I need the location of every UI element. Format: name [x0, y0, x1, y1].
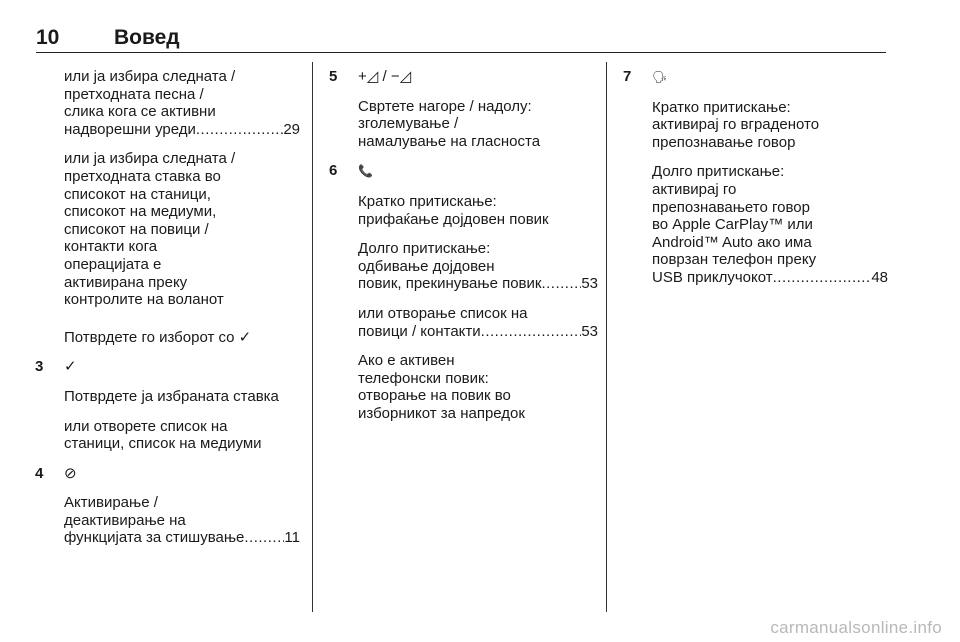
item-number: 7: [623, 68, 632, 85]
reference-text: функцијата за стишување: [64, 529, 245, 547]
item-number: 5: [329, 68, 338, 85]
text-line: контакти кога: [64, 238, 158, 256]
text-line: Долго притискање:: [358, 240, 491, 258]
column-3: [623, 68, 888, 299]
text-line: зголемување /: [358, 115, 459, 133]
page-reference: [64, 121, 300, 139]
paragraph: [64, 329, 300, 347]
text-line: Ако е активен: [358, 352, 455, 370]
text-line: изборникот за напредок: [358, 404, 525, 422]
text-line: или ја избира следната /: [64, 68, 236, 85]
column-2: [329, 68, 598, 435]
item-5: [329, 68, 598, 150]
watermark: carmanualsonline.info: [770, 618, 942, 637]
text-line: претходната песна /: [64, 85, 204, 103]
paragraph: [64, 150, 300, 308]
page-title: Вовед: [114, 26, 180, 49]
text-line: телефонски повик:: [358, 369, 489, 387]
text-line: операцијата е: [64, 255, 162, 273]
column-divider: [312, 62, 313, 612]
text-line: активирај го: [652, 180, 737, 198]
text-line: списокот на повици /: [64, 220, 209, 238]
separator-text: /: [382, 68, 387, 85]
text-line: намалување на гласноста: [358, 132, 541, 150]
page-reference: [652, 269, 888, 287]
text-line: во Apple CarPlay™ или: [652, 216, 813, 234]
reference-text: повик, прекинување повик: [358, 275, 542, 293]
mute-icon: ⊘: [64, 464, 77, 482]
text-line: поврзан телефон преку: [652, 251, 817, 269]
text-line: прифаќање дојдовен повик: [358, 210, 549, 228]
text-line: одбивање дојдовен: [358, 257, 495, 275]
phone-icon: 📞: [358, 164, 373, 179]
text-line: Кратко притискање:: [652, 98, 791, 116]
text-line: Свртете нагоре / надолу:: [358, 97, 532, 115]
item-number: 3: [35, 358, 44, 376]
text-line: Долго притискање:: [652, 163, 785, 181]
page-header: [36, 22, 886, 53]
reference-text: повици / контакти: [358, 322, 481, 340]
item-6: [329, 162, 598, 422]
text-line: станици, список на медиуми: [64, 435, 262, 453]
text-line: Android™ Auto ако има: [652, 233, 812, 251]
text-line: или отворање список на: [358, 304, 528, 322]
text-line: претходната ставка во: [64, 167, 221, 185]
column-1: [35, 68, 300, 559]
item-4: [35, 464, 300, 547]
text-line: Потврдете го изборот со ✓: [64, 328, 252, 346]
item-7: [623, 68, 888, 287]
volume-down-icon: −◿: [390, 68, 412, 85]
text-line: Активирање /: [64, 494, 158, 512]
voice-recognition-icon: 🗣: [652, 70, 668, 84]
paragraph: [64, 68, 300, 138]
reference-text: надворешни уреди: [64, 120, 196, 138]
text-line: контролите на воланот: [64, 291, 224, 309]
reference-page: 53: [581, 275, 598, 293]
text-line: Потврдете ја избраната ставка: [64, 387, 279, 405]
text-line: списокот на медиуми,: [64, 203, 217, 221]
text-line: слика кога се активни: [64, 103, 216, 121]
text-line: списокот на станици,: [64, 185, 211, 203]
page-number: 10: [36, 26, 60, 49]
column-divider: [606, 62, 607, 612]
reference-page: 48: [871, 268, 888, 286]
page-reference: [358, 323, 598, 341]
text-line: или отворете список на: [64, 417, 228, 435]
text-line: или ја избира следната /: [64, 150, 236, 168]
reference-text: USB приклучокот: [652, 268, 773, 286]
page-reference: [358, 275, 598, 293]
volume-up-icon: +◿: [358, 68, 379, 85]
item-3: [35, 358, 300, 453]
text-line: активирај го вграденото: [652, 116, 820, 134]
text-line: деактивирање на: [64, 511, 186, 529]
text-line: активирана преку: [64, 273, 188, 291]
item-number: 4: [35, 464, 44, 482]
text-line: отворање на повик во: [358, 387, 511, 405]
item-number: 6: [329, 162, 338, 180]
reference-page: 29: [283, 120, 300, 138]
text-line: Кратко притискање:: [358, 192, 497, 210]
reference-page: 53: [581, 322, 598, 340]
reference-page: 11: [284, 529, 300, 547]
page-reference: [64, 529, 300, 547]
text-line: препознавање говор: [652, 133, 796, 151]
text-line: препознавањето говор: [652, 198, 810, 216]
checkmark-icon: ✓: [64, 358, 77, 376]
